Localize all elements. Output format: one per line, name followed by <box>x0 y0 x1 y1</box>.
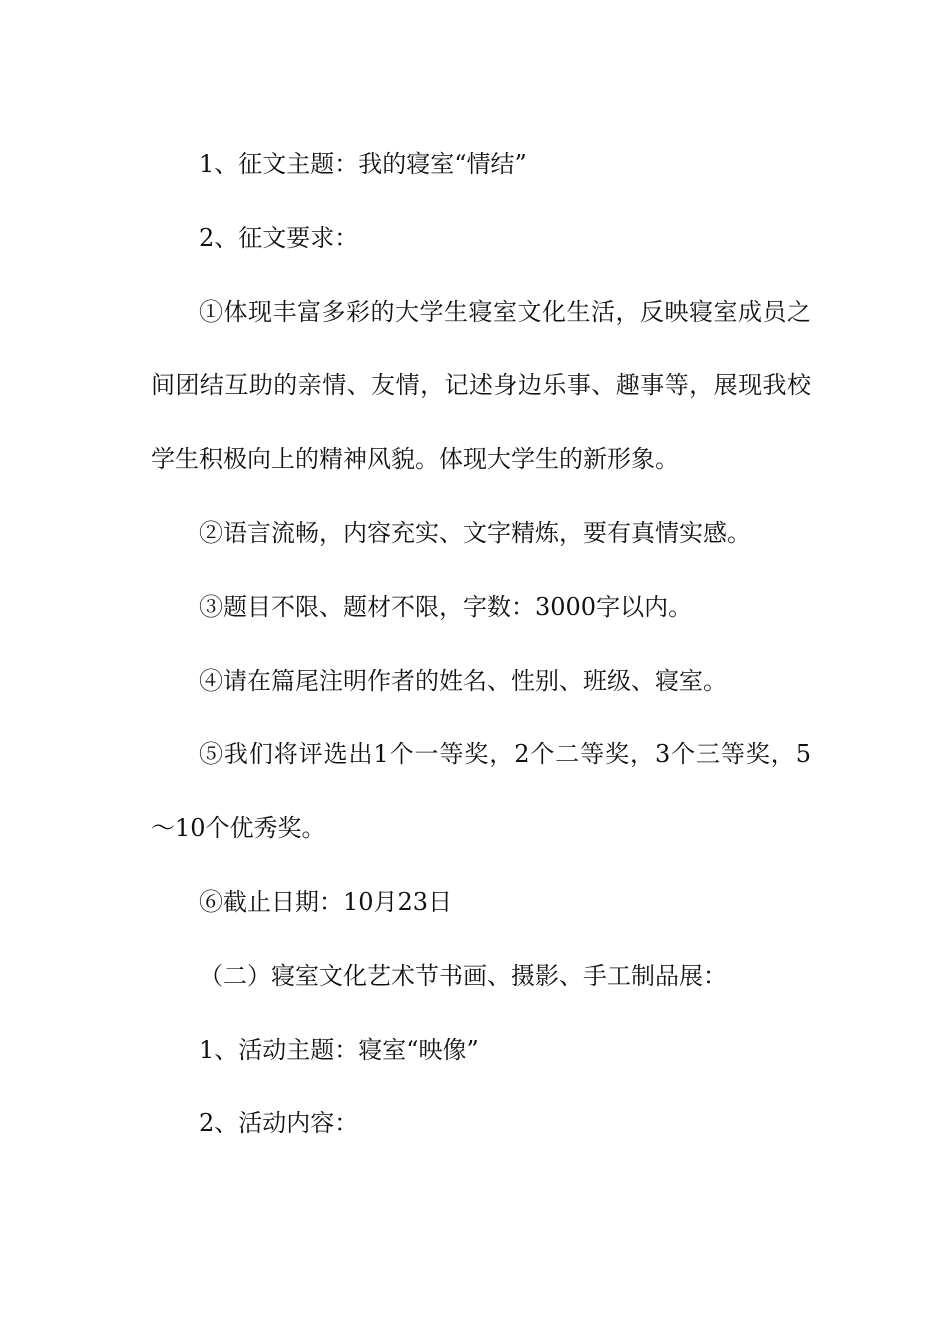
paragraph-requirement-2: ②语言流畅，内容充实、文字精炼，要有真情实感。 <box>199 518 751 547</box>
paragraph-essay-theme: 1、征文主题：我的寝室“情结” <box>199 150 527 178</box>
paragraph-activity-content: 2、活动内容： <box>199 1109 359 1138</box>
paragraph-essay-requirements-heading: 2、征文要求： <box>199 223 359 252</box>
document-body <box>151 128 811 1161</box>
paragraph-requirement-5: ⑤我们将评选出1个一等奖，2个二等奖，3个三等奖，5～10个优秀奖。 <box>151 740 811 843</box>
paragraph-deadline: ⑥截止日期：10月23日 <box>199 887 453 916</box>
paragraph-activity-theme: 1、活动主题：寝室“映像” <box>199 1035 479 1064</box>
paragraph-requirement-4: ④请在篇尾注明作者的姓名、性别、班级、寝室。 <box>199 666 727 695</box>
paragraph-section-heading: （二）寝室文化艺术节书画、摄影、手工制品展： <box>199 961 727 990</box>
paragraph-requirement-3: ③题目不限、题材不限，字数：3000字以内。 <box>199 592 693 621</box>
paragraph-requirement-1: ①体现丰富多彩的大学生寝室文化生活，反映寝室成员之间团结互助的亲情、友情，记述身边乐事、趣事等，展现我校学生积极向上的精神风貌。体现大学生的新形象。 <box>151 297 811 474</box>
